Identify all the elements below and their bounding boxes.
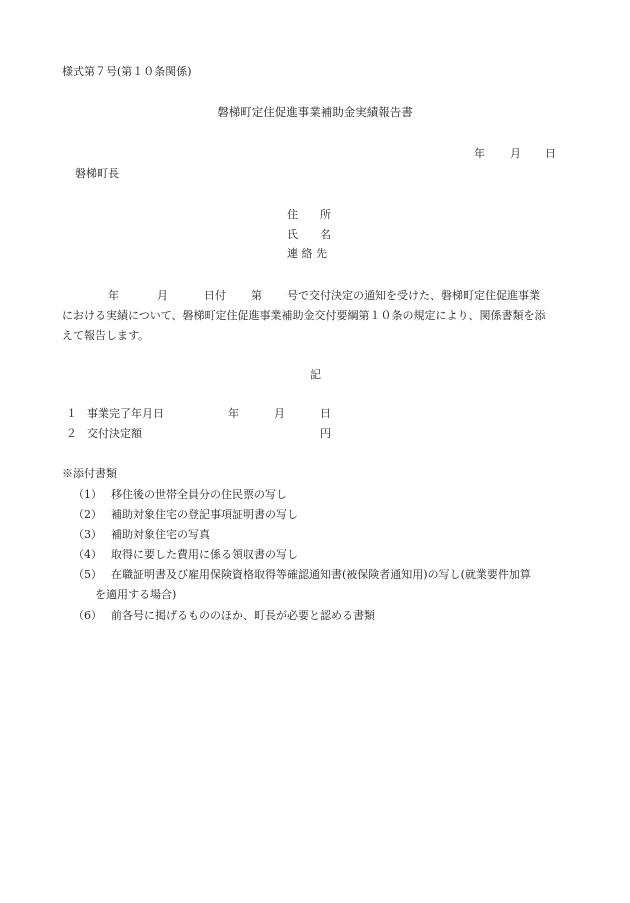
date-year: 年	[474, 147, 485, 160]
item-label: 事業完了年月日	[87, 407, 164, 420]
attachment-number: （6）	[73, 609, 102, 622]
item-unit: 円	[320, 427, 331, 440]
attachment-number: （4）	[73, 548, 102, 561]
attachment-text: 在職証明書及び雇用保険資格取得等確認通知書(被保険者通知用)の写し(就業要件加算	[111, 568, 531, 581]
item-number: １	[66, 407, 77, 420]
attachment-text: 補助対象住宅の登記事項証明書の写し	[111, 508, 298, 521]
ki-heading: 記	[310, 368, 321, 381]
item-month: 月	[274, 407, 285, 420]
name-label: 氏 名	[287, 228, 331, 241]
addressee: 磐梯町長	[75, 167, 119, 180]
address-label: 住 所	[287, 208, 331, 221]
paragraph-line2: における実績について、磐梯町定住促進事業補助金交付要綱第１０条の規定により、関係書類を添	[62, 309, 546, 322]
paragraph-day: 日付	[204, 289, 226, 302]
form-number: 様式第７号(第１０条関係)	[62, 65, 192, 78]
item-label: 交付決定額	[87, 427, 142, 440]
attachment-text: 取得に要した費用に係る領収書の写し	[111, 548, 298, 561]
paragraph-line1-rest: 号で交付決定の通知を受けた、磐梯町定住促進事業	[287, 289, 540, 302]
attachment-number: （5）	[73, 568, 102, 581]
paragraph-number-prefix: 第	[251, 289, 262, 302]
paragraph-line3: えて報告します。	[62, 329, 150, 342]
date-month: 月	[510, 147, 521, 160]
attachment-text: 移住後の世帯全員分の住民票の写し	[111, 488, 287, 501]
attachment-text-continued: を適用する場合)	[95, 588, 177, 601]
paragraph-year: 年	[108, 289, 119, 302]
paragraph-month: 月	[157, 289, 168, 302]
date-day: 日	[545, 147, 556, 160]
attachments-heading: ※添付書類	[62, 467, 117, 480]
attachment-text: 前各号に掲げるもののほか、町長が必要と認める書類	[111, 609, 375, 622]
attachment-number: （2）	[73, 508, 102, 521]
contact-label: 連 絡 先	[287, 247, 327, 260]
item-year: 年	[228, 407, 239, 420]
attachment-number: （3）	[73, 528, 102, 541]
item-number: ２	[66, 427, 77, 440]
document-title: 磐梯町定住促進事業補助金実績報告書	[217, 105, 413, 119]
item-day: 日	[320, 407, 331, 420]
attachment-number: （1）	[73, 488, 102, 501]
attachment-text: 補助対象住宅の写真	[111, 528, 210, 541]
